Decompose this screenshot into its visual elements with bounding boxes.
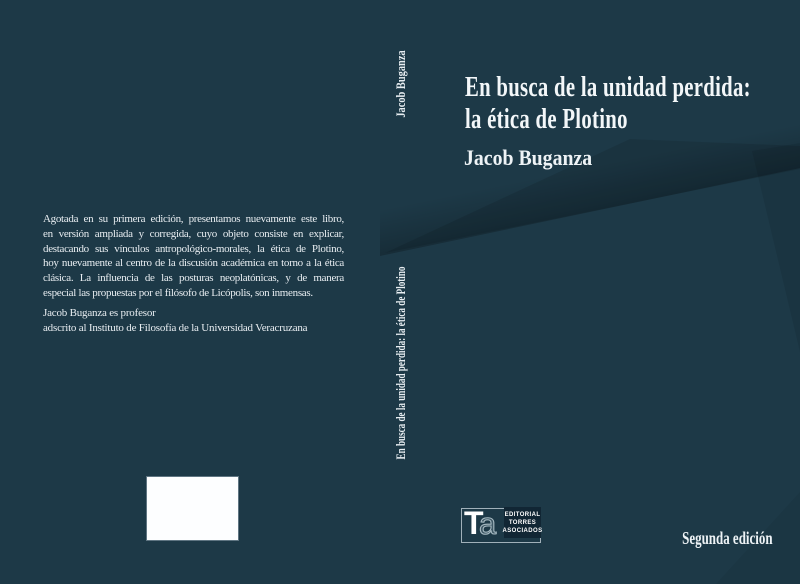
author-bio-line: adscrito al Instituto de Filosofía de la Universidad Veracruzana: [43, 321, 308, 334]
front-title-line1: En busca de la unidad perdida:: [465, 72, 751, 103]
blurb-line: destacando sus vínculos antropológico-morales, la ética de Plotino,: [43, 242, 344, 255]
author-bio: [43, 306, 363, 336]
blurb-line: hoy nuevamente al centro de la discusión académica en torno a la ética: [43, 257, 344, 270]
back-cover-blurb: [43, 212, 344, 301]
barcode-placeholder: [147, 477, 238, 540]
blurb-line: especial las propuestas por el filósofo de Licópolis, son inmensas.: [43, 286, 313, 299]
front-title-line2: la ética de Plotino: [465, 104, 628, 135]
edition-label: Segunda edición: [682, 528, 773, 548]
publisher-logo: [461, 505, 543, 543]
front-author: Jacob Buganza: [464, 145, 593, 170]
publisher-monogram-a: a: [479, 506, 497, 541]
spine-author: Jacob Buganza: [393, 50, 408, 118]
publisher-name-line: TORRES: [508, 519, 537, 526]
publisher-name-badge: [504, 507, 541, 538]
spine-title: En busca de la unidad perdida: la ética de Plotino: [393, 266, 408, 460]
blurb-line: en versión ampliada y corregida, cuyo objeto consiste en explicar,: [43, 227, 344, 240]
author-bio-line: Jacob Buganza es profesor: [43, 307, 156, 319]
publisher-name-line: ASOCIADOS: [502, 527, 543, 534]
blurb-line: Agotada en su primera edición, presentamos nuevamente este libro,: [43, 213, 344, 225]
publisher-monogram-t: T: [464, 505, 484, 541]
publisher-name-line: EDITORIAL: [504, 511, 541, 518]
blurb-line: clásica. La influencia de las posturas neoplatónicas, y de manera: [43, 272, 344, 285]
